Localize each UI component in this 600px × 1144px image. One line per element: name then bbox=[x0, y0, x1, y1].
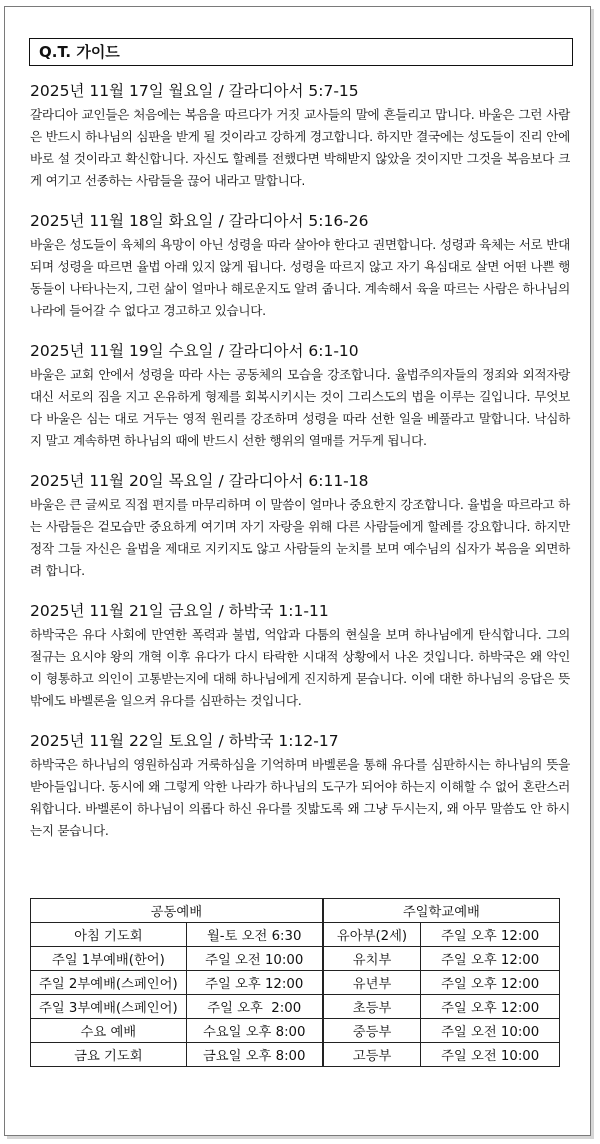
table-row bbox=[31, 995, 560, 1019]
qt-entry-title: 2025년 11월 20일 목요일 / 갈라디아서 6:11-18 bbox=[30, 472, 369, 490]
qt-entry bbox=[30, 340, 570, 452]
service-time-cell: 주일 오후 2:00 bbox=[186, 995, 323, 1019]
qt-entry-body: 바울은 성도들이 육체의 욕망이 아닌 성령을 따라 살아야 한다고 권면합니다. 성령과 육체는 서로 반대되며 성령을 따르면 율법 아래 있지 않게 됩니다. 성령을 따르지 않고 자기 욕심대로 살면 어떤 나쁜 행동들이 나타나는지, 그런 삶이 얼마나 해로운지도 알려 줍니다. 계속해서 육을 따르는 사람은 하나님의 나라에 들어갈 수 없다고 경고하고 있습니다. bbox=[30, 237, 570, 318]
service-name-cell: 주일 2부예배(스페인어) bbox=[31, 971, 187, 995]
table-row bbox=[31, 971, 560, 995]
department-time-cell: 주일 오후 12:00 bbox=[421, 971, 560, 995]
qt-entry bbox=[30, 470, 570, 582]
qt-entry-body: 하박국은 유다 사회에 만연한 폭력과 불법, 억압과 다툼의 현실을 보며 하나님에게 탄식합니다. 그의 절규는 요시야 왕의 개혁 이후 유다가 다시 타락한 시대적 상황에서 나온 것입니다. 하박국은 왜 악인이 형통하고 의인이 고통받는지에 대해 하나님에게 진지하게 묻습니다. 이에 대한 하나님의 응답은 뜻밖에도 바벨론을 일으켜 유다를 심판하는 것입니다. bbox=[30, 627, 570, 708]
department-time-cell: 주일 오후 12:00 bbox=[421, 995, 560, 1019]
qt-entry bbox=[30, 600, 570, 712]
qt-entry-body: 갈라디아 교인들은 처음에는 복음을 따르다가 거짓 교사들의 말에 흔들리고 맙니다. 바울은 그런 사람은 반드시 하나님의 심판을 받게 될 것이라고 강하게 경고합니다. 하지만 결국에는 성도들이 진리 안에 바로 설 것이라고 확신합니다. 자신도 할례를 전했다면 박해받지 않았을 것이지만 그것을 복음보다 크게 여기고 선종하는 사람들을 끊어 내라고 말합니다. bbox=[30, 107, 570, 188]
qt-entry-title: 2025년 11월 19일 수요일 / 갈라디아서 6:1-10 bbox=[30, 342, 359, 360]
qt-sections bbox=[30, 80, 570, 860]
department-name-cell: 중등부 bbox=[323, 1019, 421, 1043]
service-name-cell: 아침 기도회 bbox=[31, 923, 187, 947]
qt-entry-title: 2025년 11월 17일 월요일 / 갈라디아서 5:7-15 bbox=[30, 82, 359, 100]
department-time-cell: 주일 오후 12:00 bbox=[421, 923, 560, 947]
service-time-cell: 금요일 오후 8:00 bbox=[186, 1043, 323, 1067]
department-time-cell: 주일 오전 10:00 bbox=[421, 1019, 560, 1043]
service-name-cell: 주일 3부예배(스페인어) bbox=[31, 995, 187, 1019]
service-name-cell: 수요 예배 bbox=[31, 1019, 187, 1043]
qt-entry bbox=[30, 80, 570, 192]
qt-entry-title: 2025년 11월 18일 화요일 / 갈라디아서 5:16-26 bbox=[30, 212, 369, 230]
service-time-cell: 주일 오전 10:00 bbox=[186, 947, 323, 971]
header-cell-congregational-worship: 공동예배 bbox=[31, 899, 323, 923]
qt-entry-body: 하박국은 하나님의 영원하심과 거룩하심을 기억하며 바벨론을 통해 유다를 심판하시는 하나님의 뜻을 받아들입니다. 동시에 왜 그렇게 악한 나라가 하나님의 도구가 되어야 하는지 이해할 수 없어 혼란스러워합니다. 바벨론이 하나님이 의롭다 하신 유다를 짓밟도록 왜 그냥 두시는지, 왜 아무 말씀도 안 하시는지 묻습니다. bbox=[30, 757, 570, 838]
table-row bbox=[31, 923, 560, 947]
department-name-cell: 유치부 bbox=[323, 947, 421, 971]
service-name-cell: 금요 기도회 bbox=[31, 1043, 187, 1067]
qt-entry bbox=[30, 730, 570, 842]
service-time-cell: 주일 오후 12:00 bbox=[186, 971, 323, 995]
department-time-cell: 주일 오후 12:00 bbox=[421, 947, 560, 971]
department-name-cell: 초등부 bbox=[323, 995, 421, 1019]
department-time-cell: 주일 오전 10:00 bbox=[421, 1043, 560, 1067]
table-header-row bbox=[31, 899, 560, 923]
table-row bbox=[31, 1019, 560, 1043]
qt-entry-title: 2025년 11월 21일 금요일 / 하박국 1:1-11 bbox=[30, 602, 329, 620]
page-title: Q.T. 가이드 bbox=[29, 38, 573, 66]
qt-entry-body: 바울은 교회 안에서 성령을 따라 사는 공동체의 모습을 강조합니다. 율법주의자들의 정죄와 외적자랑 대신 서로의 짐을 지고 온유하게 형제를 회복시키시는 것이 그리스도의 법을 이루는 길입니다. 무엇보다 바울은 심는 대로 거두는 영적 원리를 강조하며 성령을 따라 선한 일을 베풀라고 말합니다. 낙심하지 말고 계속하면 하나님의 때에 반드시 선한 행위의 열매를 거두게 됩니다. bbox=[30, 367, 570, 448]
qt-entry-title: 2025년 11월 22일 토요일 / 하박국 1:12-17 bbox=[30, 732, 339, 750]
department-name-cell: 유아부(2세) bbox=[323, 923, 421, 947]
qt-entry bbox=[30, 210, 570, 322]
service-time-cell: 수요일 오후 8:00 bbox=[186, 1019, 323, 1043]
qt-entry-body: 바울은 큰 글씨로 직접 편지를 마무리하며 이 말씀이 얼마나 중요한지 강조합니다. 율법을 따르라고 하는 사람들은 겉모습만 중요하게 여기며 자기 자랑을 위해 다른 사람들에게 할례를 강요합니다. 하지만 정작 그들 자신은 율법을 제대로 지키지도 않고 사람들의 눈치를 보며 예수님의 십자가 복음을 외면하려 합니다. bbox=[30, 497, 570, 578]
table-row bbox=[31, 1043, 560, 1067]
worship-schedule-table bbox=[30, 898, 560, 1067]
header-cell-sunday-school-worship: 주일학교예배 bbox=[323, 899, 560, 923]
service-time-cell: 월-토 오전 6:30 bbox=[186, 923, 323, 947]
department-name-cell: 유년부 bbox=[323, 971, 421, 995]
department-name-cell: 고등부 bbox=[323, 1043, 421, 1067]
service-name-cell: 주일 1부예배(한어) bbox=[31, 947, 187, 971]
table-row bbox=[31, 947, 560, 971]
